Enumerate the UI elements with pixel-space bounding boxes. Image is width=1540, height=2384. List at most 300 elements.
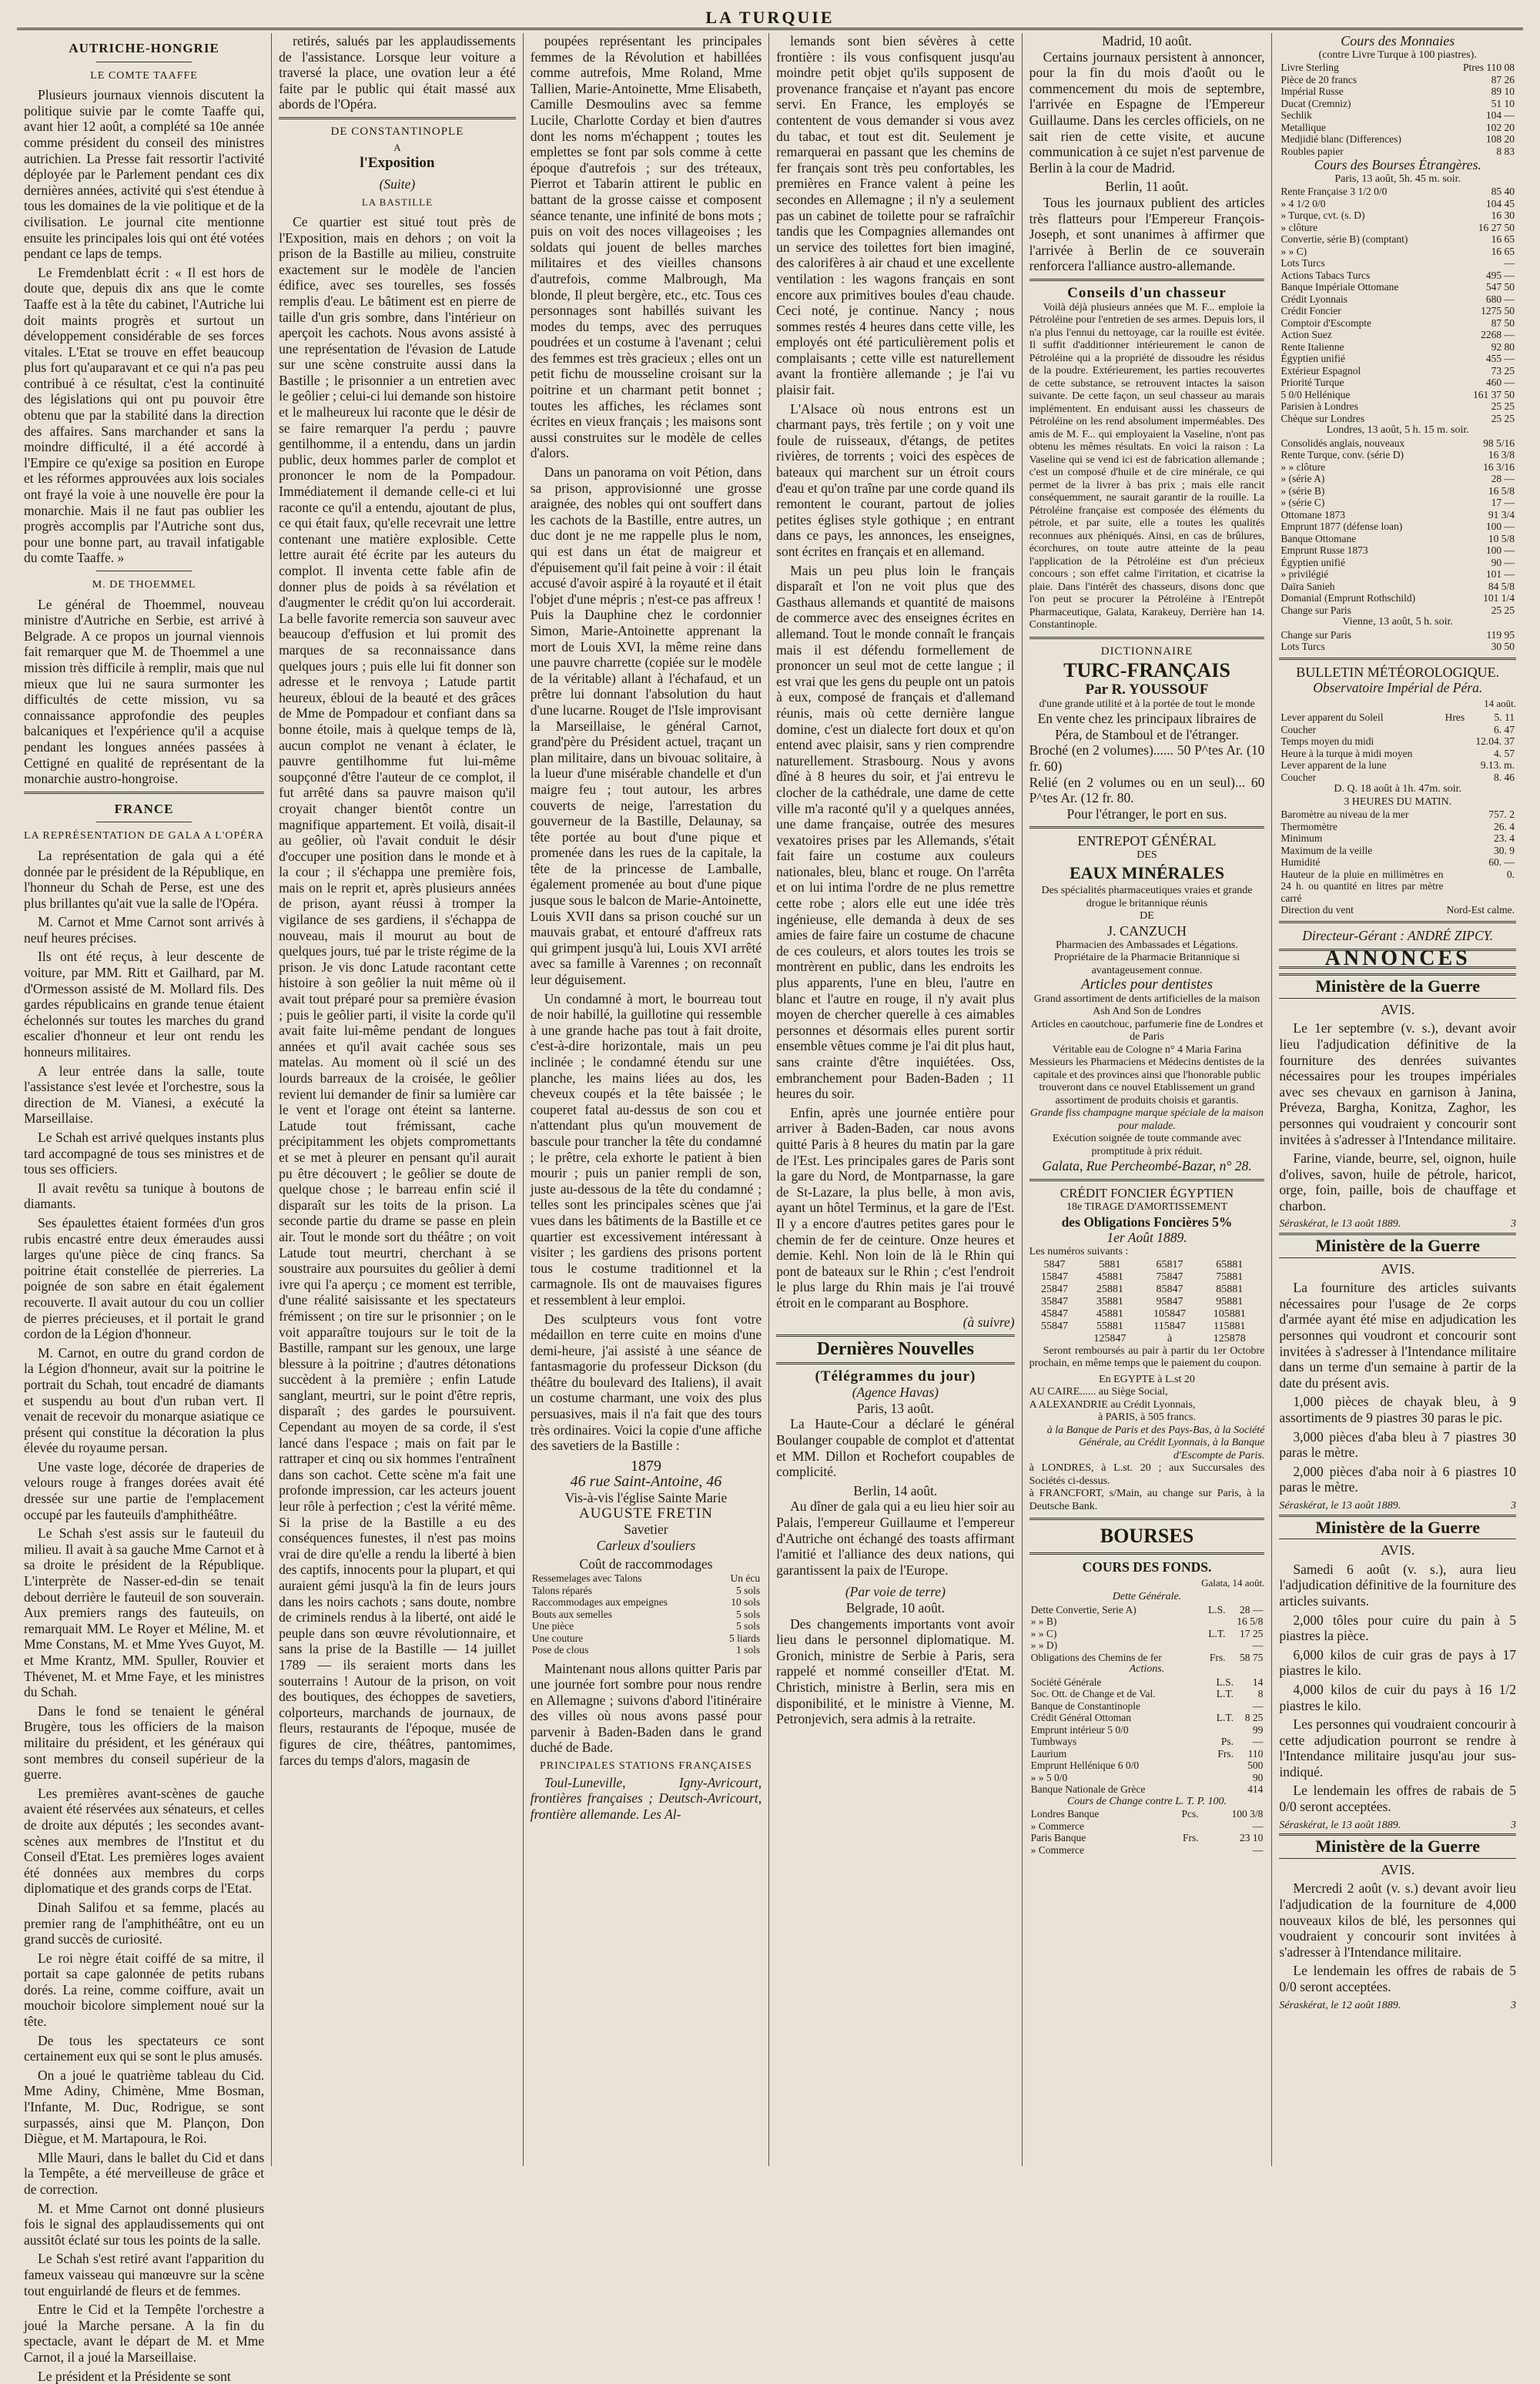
paragraph: L'Alsace où nous entrons est un charmant pays, très fertile ; on y voit une foule de ruisseaux, d'étangs, de petites rivières, de torrents ; voici des espèces de bateaux qui marchent sur un étroit cours d'eau et qu'on traîne par une corde quand ils remontent le courant, partout de jolies petites églises style gothique ; en entrant dans ce pays, les annonces, les enseignes, sont écrites en français et en allemand. — [776, 400, 1015, 559]
ad-text: Farine, viande, beurre, sel, oignon, huile d'olives, savon, huile de pétrole, haricot, orge, foin, paille, bois de chauffage et charbon. — [1279, 1150, 1517, 1214]
table-row — [1279, 869, 1516, 905]
table-row — [1029, 1688, 1265, 1700]
paragraph: M. Carnot, en outre du grand cordon de la Légion d'honneur, avait sur la poitrine le portrait du Schah, tout encadré de diamants et suspendu au bout d'un ruban vert. Il venait de recevoir du monarque asiatique ce présent qui constitue la décoration la plus élevée du royaume persan. — [24, 1344, 265, 1456]
table-row — [1279, 222, 1516, 234]
table-cell: Un écu — [730, 1572, 761, 1584]
table-cell: » » C) — [1030, 1627, 1057, 1639]
ad-text: Pharmacien des Ambassades et Légations. Propriétaire de la Pharmacie Britannique si avantageusement connue. — [1053, 939, 1240, 976]
paris-exchange-table — [1279, 186, 1516, 424]
table-cell: à — [1167, 1332, 1173, 1344]
table-cell: 8. 46 — [1494, 771, 1515, 783]
table-cell: 55847 — [1041, 1320, 1069, 1332]
feuilleton-title: l'Exposition — [360, 155, 435, 172]
table-cell: 5 0/0 Hellénique — [1281, 388, 1351, 400]
table-row — [1279, 821, 1516, 833]
ad-text: Le lendemain les offres de rabais de 5 0/0 seront acceptées. — [1279, 1783, 1517, 1815]
table-cell: Lever apparent de la lune — [1281, 759, 1387, 772]
ad-text: à PARIS, à 505 francs. — [1097, 1411, 1196, 1423]
table-cell: 15847 — [1041, 1271, 1069, 1283]
table-cell: Convertie, série B) (comptant) — [1281, 233, 1408, 246]
table-row — [1279, 521, 1516, 533]
meteo-note: 3 HEURES DU MATIN. — [1344, 795, 1452, 808]
cobbler-poster — [531, 1458, 762, 1656]
table-cell: Humidité — [1281, 856, 1321, 869]
poster-price-heading: Coût de raccommodages — [579, 1556, 713, 1572]
ad-title: TURC-FRANÇAIS — [1063, 659, 1230, 682]
table-row — [1029, 1321, 1265, 1333]
table-cell: 757. 2 — [1488, 809, 1515, 821]
masthead: LA TURQUIE — [17, 8, 1523, 30]
table-cell: 8 — [1257, 1688, 1264, 1700]
divider — [1279, 658, 1516, 660]
section-heading: BOURSES — [1100, 1525, 1194, 1547]
table-cell — [1439, 759, 1466, 772]
divider — [1279, 921, 1516, 923]
table-cell: 119 95 — [1486, 628, 1515, 641]
ad-text: Grand assortiment de dents artificielles de la maison Ash And Son de Londres — [1033, 993, 1260, 1018]
table-row — [1029, 1616, 1265, 1628]
ad-text: à FRANCFORT, s/Main, au change sur Paris, à la Deutsche Bank. — [1029, 1488, 1265, 1512]
table-row — [1029, 1712, 1265, 1724]
ad-heading: ENTREPOT GÉNÉRAL — [1077, 833, 1217, 849]
table-row — [1279, 257, 1516, 270]
dateline: Vienne, 13 août, 5 h. soir. — [1342, 616, 1453, 628]
feuilleton-heading: DE CONSTANTINOPLE — [330, 125, 464, 138]
paragraph: Dinah Salifou et sa femme, placés au premier rang de l'amphithéâtre, ont eu un grand succès de curiosité. — [24, 1899, 265, 1947]
table-row — [1279, 133, 1516, 146]
section-heading: FRANCE — [114, 801, 174, 816]
table-cell — [1163, 1820, 1200, 1833]
subheading: (Par voie de terre) — [845, 1584, 946, 1600]
vienna-exchange-table — [1279, 629, 1516, 653]
table-cell: 5881 — [1099, 1258, 1121, 1271]
table-cell: 105847 — [1153, 1308, 1187, 1320]
table-row — [1279, 293, 1516, 306]
table-cell — [1439, 772, 1466, 784]
table-row — [1279, 712, 1516, 724]
paragraph: Entre le Cid et la Tempête l'orchestre a joué la Marche persane. A la fin du spectacle, avant le départ de M. et Mme Carnot, il a joué la Marseillaise. — [24, 2302, 265, 2365]
ad-text: Les personnes qui voudraient concourir à cette adjudication pourront se rendre à l'Intendance militaire jusqu'au jour sus-indiqué. — [1279, 1716, 1517, 1780]
table-cell: Thermomètre — [1281, 820, 1337, 832]
table-row — [1279, 246, 1516, 258]
table-row — [1279, 497, 1516, 509]
divider — [1029, 1552, 1265, 1555]
table-cell: Pcs. — [1181, 1808, 1199, 1820]
credit-foncier-ad — [1029, 1186, 1265, 1513]
table-cell: Comptoir d'Escompte — [1281, 316, 1371, 329]
price-row — [531, 1596, 762, 1609]
actions-table — [1029, 1676, 1265, 1796]
table-cell: 0. — [1506, 868, 1515, 880]
ad-signature — [1279, 1818, 1516, 1834]
table-cell: 414 — [1247, 1783, 1264, 1796]
draw-numbers-table — [1029, 1259, 1265, 1345]
dateline: Madrid, 10 août. — [1102, 33, 1192, 49]
table-cell: Bouts aux semelles — [531, 1608, 612, 1620]
ad-heading: Ministère de la Guerre — [1279, 1515, 1516, 1540]
subheading: (contre Livre Turque à 100 piastres). — [1318, 49, 1477, 61]
ad-text: 3,000 pièces d'aba bleu à 7 piastres 30 paras le mètre. — [1279, 1428, 1517, 1461]
ad-text: Le lendemain les offres de rabais de 5 0/0 seront acceptées. — [1279, 1963, 1517, 1994]
table-cell: » Commerce — [1030, 1820, 1084, 1832]
ad-text: 2,000 pièces d'aba noir à 6 piastres 10 paras le mètre. — [1279, 1463, 1517, 1495]
ad-text: Grande fiss champagne marque spéciale de la maison pour malade. — [1029, 1107, 1264, 1132]
table-cell: Direction du vent — [1281, 904, 1354, 916]
table-cell — [1207, 1724, 1235, 1736]
table-cell: Crédit Foncier — [1281, 305, 1341, 317]
table-cell: » » clôture — [1281, 460, 1326, 473]
table-cell: 16 30 — [1491, 209, 1515, 222]
table-cell: 25 25 — [1491, 412, 1515, 424]
table-cell: 35847 — [1041, 1295, 1069, 1308]
table-cell: 161 37 50 — [1473, 388, 1515, 400]
table-cell: 115847 — [1153, 1320, 1186, 1332]
table-cell: 90 — — [1491, 556, 1515, 568]
table-cell: Lots Turcs — [1281, 641, 1325, 653]
table-cell: Ottomane 1873 — [1281, 508, 1346, 521]
divider — [1029, 637, 1265, 639]
table-cell: Lots Turcs — [1281, 257, 1325, 270]
dateline: Belgrade, 10 août. — [845, 1600, 946, 1616]
section-heading: BULLETIN MÉTÉOROLOGIQUE. — [1296, 664, 1500, 680]
paragraph: Ses épaulettes étaient formées d'un gros rubis encastré entre deux émeraudes aussi larges qu'une pièce de cinq francs. Sa poitrine était constellée de pierreries. La poignée de son sabre en était également recouverte. Il avait autour du cou un collier de pierres précieuses, et il portait le grand cordon de la Légion d'honneur. — [24, 1214, 265, 1342]
table-row — [1029, 1832, 1265, 1844]
table-cell: — — [1504, 257, 1515, 270]
table-cell: 28 — — [1240, 1603, 1264, 1616]
table-row — [1279, 592, 1516, 604]
table-cell: 45881 — [1096, 1308, 1123, 1320]
table-cell: 89 10 — [1491, 85, 1515, 98]
divider — [1029, 1179, 1265, 1181]
table-row — [1029, 1724, 1265, 1736]
table-cell: Banque Impériale Ottomane — [1281, 281, 1399, 293]
table-cell: Impérial Russe — [1281, 85, 1344, 98]
ad-text: d'une grande utilité et à la portée de tout le monde — [1039, 698, 1255, 710]
table-cell: 100 — — [1485, 521, 1515, 533]
table-cell: Heure à la turque à midi moyen — [1281, 747, 1413, 759]
ad-heading: Conseils d'un chasseur — [1067, 284, 1227, 301]
table-row — [1279, 281, 1516, 293]
dette-table — [1029, 1604, 1265, 1664]
war-ministry-ad-1 — [1279, 973, 1516, 1233]
table-row — [1279, 724, 1516, 736]
table-cell: 1 sols — [736, 1644, 761, 1656]
astronomy-table — [1279, 712, 1516, 783]
table-row — [1279, 122, 1516, 134]
table-cell: Paris Banque — [1030, 1832, 1086, 1844]
table-cell: 5847 — [1043, 1258, 1066, 1271]
table-cell: 104 45 — [1485, 197, 1515, 209]
table-row — [1279, 809, 1516, 821]
poster-church: Vis-à-vis l'église Sainte Marie — [564, 1490, 728, 1506]
table-row — [1279, 845, 1516, 857]
ad-text: Seront remboursés au pair à partir du 1er Octobre prochain, en même temps que le paiement du coupon. — [1029, 1344, 1265, 1369]
table-row — [1279, 198, 1516, 210]
table-cell: Extérieur Espagnol — [1281, 364, 1361, 377]
table-cell: Rente Italienne — [1281, 340, 1344, 353]
agency: (Agence Havas) — [852, 1385, 939, 1401]
table-cell: 125878 — [1213, 1332, 1246, 1344]
ad-subheading: Articles pour dentistes — [1080, 976, 1213, 993]
directeur-line: Directeur-Gérant : ANDRÉ ZIPCY. — [1302, 927, 1494, 943]
paragraph: Des changements importants vont avoir lieu dans le personnel diplomatique. M. Gronich, ministre de Serbie à Paris, sera rappelé et nommé conseiller d'Etat. M. Christich, ministre à Berlin, sera mis en disponibilité, et le ministre à Vienne, M. Petronjevich, sera admis à la retraite. — [776, 1616, 1015, 1727]
ad-signature-text: Séraskérat, le 12 août 1889. — [1279, 1999, 1401, 2011]
subheading: Observatoire Impérial de Péra. — [1313, 680, 1483, 696]
table-row — [1279, 317, 1516, 330]
ad-text: 18e TIRAGE D'AMORTISSEMENT — [1066, 1201, 1228, 1214]
table-row — [1029, 1628, 1265, 1640]
table-row — [1029, 1604, 1265, 1616]
paragraph: La représentation de gala qui a été donnée par le président de la République, en l'honneur du Schah de Perse, est une des plus brillantes qu'ait vue la salle de l'Opéra. — [24, 847, 265, 911]
table-cell: Frs. — [1217, 1747, 1234, 1760]
table-cell: Tumbways — [1030, 1736, 1077, 1748]
paragraph: M. Carnot et Mme Carnot sont arrivés à neuf heures précises. — [24, 914, 265, 946]
table-row — [1029, 1676, 1265, 1689]
table-row — [1279, 473, 1516, 485]
ad-text: 1,000 pièces de chayak bleu, à 9 assortiments de 9 piastres 30 paras le pic. — [1279, 1394, 1517, 1425]
table-cell: 73 25 — [1491, 364, 1515, 377]
table-cell: 87 26 — [1491, 73, 1515, 85]
ad-address: Galata, Rue Percheombé-Bazar, n° 28. — [1042, 1158, 1252, 1174]
table-cell: L.T. — [1216, 1688, 1234, 1700]
table-cell: Maximum de la veille — [1281, 844, 1373, 856]
ad-signature — [1279, 1998, 1516, 2014]
table-row — [1029, 1333, 1265, 1345]
table-row — [1279, 461, 1516, 474]
poster-trade: Savetier — [624, 1522, 668, 1538]
table-cell: 87 50 — [1491, 316, 1515, 329]
ad-text: A ALEXANDRIE au Crédit Lyonnais, — [1029, 1398, 1196, 1411]
ad-text: Les numéros suivants : — [1029, 1246, 1129, 1257]
table-row — [1279, 413, 1516, 425]
table-cell: 95847 — [1156, 1295, 1183, 1308]
table-cell: 16 65 — [1491, 245, 1515, 257]
subheading: M. DE THOEMMEL — [92, 579, 196, 591]
table-cell: Actions Tabacs Turcs — [1281, 269, 1371, 281]
table-cell: 8 25 — [1244, 1712, 1264, 1724]
ad-text: La fourniture des articles suivants nécessaires pour l'usage de 2e corps d'armée ayant été mise en adjudication les personnes qui voudront et concourir sont invitées à s'adresser à l'Intendance militaire dans un terme d'un semaine à partir de la date du présent avis. — [1279, 1280, 1517, 1391]
paragraph: La Haute-Cour a déclaré le général Boulanger coupable de complot et d'attentat et MM. Dillon et Rochefort coupables de complicité. — [776, 1416, 1015, 1480]
table-cell: Une pièce — [531, 1620, 574, 1632]
table-cell: » » B) — [1030, 1616, 1057, 1628]
divider — [1029, 279, 1265, 281]
table-cell: Nord-Est calme. — [1446, 904, 1515, 916]
ad-number: 3 — [1511, 1819, 1517, 1831]
ad-avis: AVIS. — [1381, 1001, 1415, 1017]
table-row — [1029, 1736, 1265, 1748]
table-cell: 16 3/8 — [1488, 449, 1515, 461]
table-cell: Raccommodages aux empeignes — [531, 1596, 668, 1608]
table-cell: 16 5/8 — [1488, 484, 1515, 497]
table-cell: Coucher — [1281, 723, 1317, 735]
table-row — [1029, 1652, 1265, 1664]
table-cell: 75847 — [1156, 1271, 1183, 1283]
table-cell — [1207, 1700, 1235, 1713]
table-row — [1279, 641, 1516, 653]
paragraph: Plusieurs journaux viennois discutent la politique suivie par le comte Taaffe qui, avant hier 12 août, a complété sa 10e année comme président du conseil des ministres autrichien. La Presse fait ressortir l'activité déployée par le Parlement pendant ces dix dernières années, activité qui s'est étendue à tous les domaines de la vie politique et de la civilisation. Le journal cite mentionne ensuite les principales lois qui ont été votées pendant ce laps de temps. — [24, 87, 265, 262]
war-ministry-ad-4 — [1279, 1833, 1516, 2014]
ad-text: Mercredi 2 août (v. s.) devant avoir lieu l'adjudication de la fourniture de 4,000 nouveaux kilos de blé, les personnes qui voudraient y concourir sont invitées à s'adresser à l'Intendance militaire. — [1279, 1880, 1517, 1960]
table-cell: Banque Ottomane — [1281, 532, 1357, 544]
table-cell: L.S. — [1216, 1676, 1234, 1688]
subheading: Dette Générale. — [1112, 1591, 1182, 1603]
table-cell: Rente Turque, conv. (série D) — [1281, 449, 1404, 461]
table-cell: 23 10 — [1240, 1832, 1264, 1844]
paragraph: Le général de Thoemmel, nouveau ministre d'Autriche en Serbie, est arrivé à Belgrade. A ce propos un journal viennois fait remarquer que M. de Thoemmel a une mission très difficile à remplir, mais que nul mieux que lui ne saura surmonter les difficultés de cette mission, vu sa connaissance approfondie des peuples balcaniques et l'expérience qu'il a acquise pendant les longues années passées à Cettigné en qualité de représentant de la monarchie austro-hongroise. — [24, 596, 265, 787]
table-row — [1279, 568, 1516, 581]
table-cell: 28 — — [1491, 473, 1515, 485]
paragraph: Toul-Luneville, Igny-Avricourt, frontières françaises ; Deutsch-Avricourt, frontière allemande. Les Al- — [530, 1774, 762, 1822]
table-cell: Consolidés anglais, nouveaux — [1281, 437, 1405, 449]
table-cell: Égyptien unifié — [1281, 353, 1345, 365]
table-cell: 84 5/8 — [1488, 580, 1515, 592]
dateline: Berlin, 14 août. — [853, 1482, 938, 1498]
subheading: COURS DES FONDS. — [1082, 1559, 1212, 1575]
london-exchange-table — [1279, 437, 1516, 617]
ad-signature — [1279, 1217, 1516, 1233]
table-cell: Dette Convertie, Serie A) — [1030, 1603, 1137, 1616]
ad-text: Véritable eau de Cologne n° 4 Maria Farina — [1052, 1043, 1242, 1056]
table-row — [1029, 1820, 1265, 1833]
table-cell — [1207, 1783, 1235, 1796]
table-cell: 108 20 — [1485, 133, 1515, 146]
column-6 — [1272, 33, 1523, 2166]
table-cell: Domanial (Emprunt Rothschild) — [1281, 592, 1416, 604]
table-row — [1279, 437, 1516, 450]
table-row — [1029, 1844, 1265, 1857]
table-row — [1279, 856, 1516, 869]
table-cell: Frs. — [1209, 1651, 1226, 1663]
feuilleton-heading: A — [393, 141, 401, 153]
divider — [776, 1334, 1014, 1337]
table-cell: 5 liards — [729, 1632, 761, 1644]
table-cell: 45881 — [1096, 1271, 1123, 1283]
to-be-continued: (à suivre) — [962, 1314, 1015, 1330]
annonces-heading: ANNONCES — [1279, 949, 1516, 969]
table-cell — [1439, 735, 1466, 748]
table-cell: 5 sols — [736, 1620, 761, 1632]
currency-table — [1279, 62, 1516, 157]
table-cell: 547 50 — [1485, 281, 1515, 293]
dateline: Paris, 13 août. — [856, 1400, 934, 1416]
ad-heading: DES — [1137, 849, 1157, 861]
ad-avis: AVIS. — [1381, 1861, 1415, 1877]
paragraph: Le président et la Présidente se sont — [38, 2368, 231, 2384]
table-cell: 92 80 — [1491, 340, 1515, 353]
table-row — [1029, 1760, 1265, 1772]
table-cell: 65817 — [1156, 1258, 1183, 1271]
ad-heading: Ministère de la Guerre — [1279, 1233, 1516, 1258]
table-cell: 16 3/16 — [1483, 460, 1515, 473]
paragraph: Dans un panorama on voit Pétion, dans sa prison, approvisionné une grosse araignée, des nobles qui ont souffert dans les cachots de la Bastille, entre autres, un duc dont je ne me rappelle plus le nom, qui est dans un état de maigreur et d'épuisement qu'il fait peine à voir : il était accusé d'avoir aspiré à la royauté et il était l'objet d'une mépris ; n'est-ce pas affreux ! Puis la Dauphine chez le cordonnier Simon, Marie-Antoinette apprenant la mort de Louis XVI, la même reine dans une pauvre charrette (copiée sur le modèle de la véritable) allant à l'échafaud, et un prêtre lui donnant l'absolution du haut d'une lucarne. Rouget de l'Isle improvisant la Marseillaise, le général Carnot, grand'père du Président actuel, traçant un plan militaire, dans un bivouac solitaire, à la lueur d'une misérable chandelle et d'un maigre feu ; tout autour, les arbres couverts de neige, l'arrestation du gouverneur de la Bastille, Delaunay, sa tête portée au bout d'une pique et promenée dans les rues de la capitale, la tête de la princesse de Lamballe, également promenée au bout d'une pique jusque sous le balcon de Marie-Antoinette, Louis XVII dans sa prison couché sur un mauvais grabat, et entouré d'affreux rats qui grimpent jusqu'à lui, Louis XVI arrêté avec sa famille à Varennes ; on reconnaît leur déguisement. — [530, 464, 762, 988]
table-row — [1279, 400, 1516, 413]
table-cell: 65881 — [1216, 1258, 1244, 1271]
ad-signature-text: Séraskérat, le 13 août 1889. — [1279, 1218, 1401, 1231]
table-cell: 5 sols — [736, 1584, 761, 1596]
table-cell — [1260, 1333, 1265, 1345]
ad-text: Articles en caoutchouc, parfumerie fine de Londres et de Paris — [1030, 1018, 1264, 1043]
table-cell: Metallique — [1281, 121, 1326, 133]
table-row — [1279, 305, 1516, 317]
ad-text: En vente chez les principaux libraires de Péra, de Stamboul et de l'étranger. — [1037, 711, 1257, 742]
table-cell: 115881 — [1214, 1320, 1246, 1332]
dateline: Berlin, 11 août. — [1105, 179, 1189, 195]
table-cell: 95881 — [1216, 1295, 1244, 1308]
paragraph: Le Fremdenblatt écrit : « Il est hors de doute que, depuis dix ans que le comte Taaffe est à la tête du cabinet, l'Autriche lui doit maints progrès et surtout un développement considérable de ses forces vitales. L'Etat se trouve en effet beaucoup plus fort qu'auparavant et ce qui n'a pas peu contribué à ce résultat, c'est la continuité des législations qui ont pu pouvoir être obtenu que par la stabilité dans la direction des affaires. Sans marchander et sans la moindre difficulté, il a été accordé à l'Empire ce qu'exige sa position en Europe et les réformes approuvées aux lois sociales ont frayé la voie à une nouvelle ère pour la monarchie. Mais il ne faut pas oublier les progrès accomplis par l'Autriche sont dus, pour une bonne part, au travail infatigable du comte Taaffe. » — [24, 264, 265, 566]
table-row — [1279, 904, 1516, 916]
table-cell: Livre Sterling — [1281, 62, 1339, 74]
table-row — [1279, 74, 1516, 86]
subheading: Cours de Change contre L. T. P. 100. — [1066, 1795, 1227, 1807]
table-cell: Daïra Sanieh — [1281, 580, 1335, 592]
table-cell: » (série A) — [1281, 473, 1325, 485]
table-cell — [1201, 1616, 1227, 1628]
table-cell: 25 25 — [1491, 400, 1515, 413]
pharmacy-ad — [1029, 833, 1265, 1174]
table-row — [1029, 1259, 1265, 1271]
table-cell: 45847 — [1041, 1308, 1069, 1320]
paragraph: Le Schah est arrivé quelques instants plus tard accompagné de tous ses ministres et de tous ses officiers. — [24, 1130, 265, 1177]
ad-number: 3 — [1511, 1499, 1517, 1512]
table-cell: Minimum — [1281, 832, 1323, 845]
table-cell: 99 — [1252, 1723, 1264, 1736]
divider — [24, 792, 264, 794]
table-cell: Emprunt 1877 (défense loan) — [1281, 521, 1403, 533]
table-cell: Ressemelages avec Talons — [531, 1572, 642, 1584]
table-cell: Laurium — [1030, 1747, 1067, 1760]
table-cell: 91 3/4 — [1488, 508, 1515, 521]
table-row — [1029, 1808, 1265, 1820]
ad-text: Le 1er septembre (v. s.), devant avoir lieu l'adjudication définitive de la fourniture des denrées suivantes nécessaires pour les troupes impériales avec ses chevaux en garnison à Janina, Préveza, Bargha, Konitza, Zaghor, les personnes qui voudraient y concourir sont invitées à s'adresser à l'Intendance militaire. — [1279, 1020, 1517, 1147]
table-cell: Ptres 110 08 — [1463, 62, 1515, 74]
paragraph: Les premières avant-scènes de gauche avaient été réservées aux sénateurs, et celles de droite aux députés ; les secondes avant-scènes aux membres de l'Institut et du Conseil d'Etat. Les premières loges avaient été données aux membres du corps diplomatique et des grands corps de l'Etat. — [24, 1785, 265, 1897]
table-cell — [1439, 724, 1466, 736]
table-row — [1279, 109, 1516, 122]
ad-title: des Obligations Foncières 5% — [1061, 1214, 1233, 1230]
ad-heading: CRÉDIT FONCIER ÉGYPTIEN — [1060, 1185, 1234, 1200]
divider — [1029, 1518, 1265, 1520]
table-cell: » Turque, cvt. (s. D) — [1281, 209, 1365, 222]
table-cell: 16 27 50 — [1478, 221, 1515, 233]
table-cell: Ducat (Cremniz) — [1281, 97, 1351, 109]
table-cell: 12.04. 37 — [1475, 735, 1515, 748]
ad-text: En EGYPTE à L.st 20 — [1099, 1373, 1195, 1385]
ad-signature-text: Séraskérat, le 13 août 1889. — [1279, 1819, 1401, 1831]
paragraph: Maintenant nous allons quitter Paris par une journée fort sombre pour nous rendre en Allemagne ; suivons d'abord l'itinéraire des villes où nous avons passé pour parvenir à Baden-Baden dans le grand duché de Bade. — [530, 1660, 762, 1756]
table-cell: L.S. — [1208, 1603, 1226, 1616]
ad-signature — [1279, 1498, 1516, 1515]
table-cell — [1201, 1639, 1227, 1652]
ad-number: 3 — [1511, 1218, 1517, 1231]
table-cell: 35881 — [1096, 1295, 1123, 1308]
column-3 — [524, 33, 769, 2166]
table-cell: Banque de Constantinople — [1030, 1699, 1141, 1712]
ad-text: à LONDRES, à L.st. 20 ; aux Succursales des Sociétés ci-dessus. — [1029, 1462, 1265, 1487]
table-cell: 105881 — [1213, 1308, 1246, 1320]
table-cell: 75881 — [1216, 1271, 1244, 1283]
table-cell: 101 — — [1485, 568, 1515, 581]
table-cell: Soc. Ott. de Change et de Val. — [1030, 1688, 1156, 1700]
table-cell: Banque Nationale de Grèce — [1030, 1783, 1146, 1796]
table-cell: Temps moyen du midi — [1281, 735, 1374, 748]
table-row — [1279, 748, 1516, 760]
table-row — [1279, 449, 1516, 461]
ad-heading: DICTIONNAIRE — [1100, 645, 1194, 658]
subheading: Actions. — [1129, 1663, 1165, 1676]
table-cell: Hres — [1445, 712, 1465, 724]
ad-date: 1er Août 1889. — [1106, 1230, 1187, 1246]
feuilleton-subtitle: LA BASTILLE — [361, 196, 434, 209]
